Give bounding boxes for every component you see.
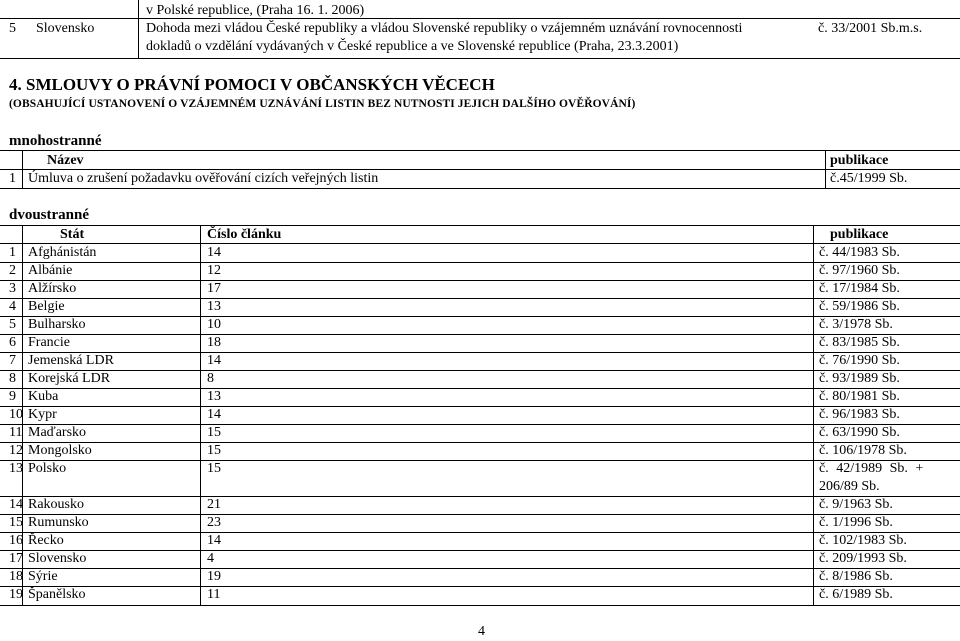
- table-divider: [138, 0, 139, 59]
- row-state: Kypr: [28, 407, 57, 422]
- row-number: 7: [9, 353, 16, 368]
- row-state: Francie: [28, 335, 70, 350]
- row-article: 13: [207, 299, 221, 314]
- row-number: 6: [9, 335, 16, 350]
- row-state: Slovensko: [36, 21, 95, 36]
- row-article: 8: [207, 371, 214, 386]
- multilateral-heading: mnohostranné: [9, 133, 102, 149]
- previous-row-continuation: v Polské republice, (Praha 16. 1. 2006): [146, 3, 365, 18]
- row-publication: č. 17/1984 Sb.: [819, 281, 900, 296]
- row-publication: č. 76/1990 Sb.: [819, 353, 900, 368]
- row-publication: č. 83/1985 Sb.: [819, 335, 900, 350]
- table-row: [0, 334, 960, 352]
- row-state: Belgie: [28, 299, 65, 314]
- row-article: 12: [207, 263, 221, 278]
- row-state: Sýrie: [28, 569, 58, 584]
- row-publication: č. 3/1978 Sb.: [819, 317, 893, 332]
- table-row: [0, 424, 960, 442]
- table-rule: [0, 188, 960, 189]
- table-row: [0, 532, 960, 550]
- header-publication: publikace: [830, 153, 889, 168]
- table-row: [0, 316, 960, 334]
- table-rule: [0, 225, 960, 226]
- row-publication: č. 44/1983 Sb.: [819, 245, 900, 260]
- row-number: 17: [9, 551, 23, 566]
- row-state: Rumunsko: [28, 515, 89, 530]
- row-state: Maďarsko: [28, 425, 87, 440]
- row-article: 14: [207, 407, 221, 422]
- row-publication-line2: 206/89 Sb.: [819, 479, 880, 494]
- table-rule: [0, 18, 960, 19]
- table-rule: [0, 150, 960, 151]
- table-row: [0, 352, 960, 370]
- table-rule: [0, 605, 960, 606]
- table-row: [0, 496, 960, 514]
- row-publication: č.45/1999 Sb.: [830, 171, 908, 186]
- row-state: Mongolsko: [28, 443, 92, 458]
- row-article: 21: [207, 497, 221, 512]
- row-number: 1: [9, 171, 16, 186]
- row-state: Alžírsko: [28, 281, 77, 296]
- table-rule: [0, 58, 960, 59]
- row-state: Jemenská LDR: [28, 353, 114, 368]
- row-publication: č. 102/1983 Sb.: [819, 533, 907, 548]
- row-article: 17: [207, 281, 221, 296]
- row-article: 18: [207, 335, 221, 350]
- row-state: Afghánistán: [28, 245, 97, 260]
- row-number: 15: [9, 515, 23, 530]
- row-state: Slovensko: [28, 551, 87, 566]
- row-publication: č. 97/1960 Sb.: [819, 263, 900, 278]
- table-row: [0, 244, 960, 262]
- table-row: [0, 388, 960, 406]
- row-publication: č. 63/1990 Sb.: [819, 425, 900, 440]
- table-row: [0, 262, 960, 280]
- row-number: 4: [9, 299, 16, 314]
- row-publication: č. 1/1996 Sb.: [819, 515, 893, 530]
- row-article: 15: [207, 461, 221, 476]
- table-row: [0, 550, 960, 568]
- table-row: [0, 514, 960, 532]
- row-article: 15: [207, 425, 221, 440]
- row-number: 14: [9, 497, 23, 512]
- table-divider: [200, 225, 201, 605]
- row-state: Polsko: [28, 461, 67, 476]
- row-publication: č. 80/1981 Sb.: [819, 389, 900, 404]
- row-text-line1: Dohoda mezi vládou České republiky a vládou Slovenské republiky o vzájemném uznávání rovnocennosti: [146, 21, 743, 36]
- row-publication: č. 106/1978 Sb.: [819, 443, 907, 458]
- row-state: Korejská LDR: [28, 371, 111, 386]
- row-number: 9: [9, 389, 16, 404]
- row-article: 14: [207, 353, 221, 368]
- row-state: Bulharsko: [28, 317, 86, 332]
- table-row: [0, 370, 960, 388]
- table-row: [0, 406, 960, 424]
- row-number: 8: [9, 371, 16, 386]
- row-number: 3: [9, 281, 16, 296]
- row-publication: č. 9/1963 Sb.: [819, 497, 893, 512]
- row-number: 11: [9, 425, 23, 440]
- row-state: Kuba: [28, 389, 59, 404]
- row-text-line2: dokladů o vzdělání vydávaných v České republice a ve Slovenské republice (Praha, 23.3.2001): [146, 39, 679, 54]
- row-publication: č. 96/1983 Sb.: [819, 407, 900, 422]
- header-publication: publikace: [830, 227, 889, 242]
- section-subtitle: (OBSAHUJÍCÍ USTANOVENÍ O VZÁJEMNÉM UZNÁVÁNÍ LISTIN BEZ NUTNOSTI JEJICH DALŠÍHO OVĚŘOVÁNÍ): [9, 98, 636, 110]
- row-article: 11: [207, 587, 221, 602]
- row-number: 5: [9, 317, 16, 332]
- row-number: 1: [9, 245, 16, 260]
- row-publication: č. 42/1989 Sb. +: [819, 461, 924, 476]
- table-row: [0, 586, 960, 604]
- row-article: 4: [207, 551, 214, 566]
- row-article: 15: [207, 443, 221, 458]
- header-article: Číslo článku: [207, 227, 282, 242]
- row-article: 19: [207, 569, 221, 584]
- row-article: 14: [207, 533, 221, 548]
- row-number: 13: [9, 461, 23, 476]
- row-state: Španělsko: [28, 587, 86, 602]
- row-number: 12: [9, 443, 23, 458]
- table-row: [0, 442, 960, 460]
- row-number: 5: [9, 21, 16, 36]
- row-article: 13: [207, 389, 221, 404]
- header-name: Název: [47, 153, 84, 168]
- row-article: 10: [207, 317, 221, 332]
- row-number: 16: [9, 533, 23, 548]
- row-number: 10: [9, 407, 23, 422]
- bilateral-heading: dvoustranné: [9, 207, 90, 223]
- page-number: 4: [478, 624, 485, 639]
- table-row: [0, 460, 960, 496]
- row-state: Řecko: [28, 533, 64, 548]
- row-publication: č. 8/1986 Sb.: [819, 569, 893, 584]
- table-row: [0, 568, 960, 586]
- row-number: 18: [9, 569, 23, 584]
- table-row: [0, 298, 960, 316]
- row-publication: č. 209/1993 Sb.: [819, 551, 907, 566]
- row-publication: č. 59/1986 Sb.: [819, 299, 900, 314]
- row-publication: č. 33/2001 Sb.m.s.: [818, 21, 923, 36]
- row-article: 14: [207, 245, 221, 260]
- table-row: [0, 280, 960, 298]
- header-state: Stát: [60, 227, 85, 242]
- row-number: 2: [9, 263, 16, 278]
- section-title: 4. SMLOUVY O PRÁVNÍ POMOCI V OBČANSKÝCH VĚCECH: [9, 75, 495, 94]
- row-state: Albánie: [28, 263, 73, 278]
- row-number: 19: [9, 587, 23, 602]
- table-divider: [22, 225, 23, 605]
- row-publication: č. 6/1989 Sb.: [819, 587, 893, 602]
- row-state: Rakousko: [28, 497, 84, 512]
- row-publication: č. 93/1989 Sb.: [819, 371, 900, 386]
- row-name: Úmluva o zrušení požadavku ověřování cizích veřejných listin: [28, 171, 379, 186]
- row-article: 23: [207, 515, 221, 530]
- table-divider: [813, 225, 814, 605]
